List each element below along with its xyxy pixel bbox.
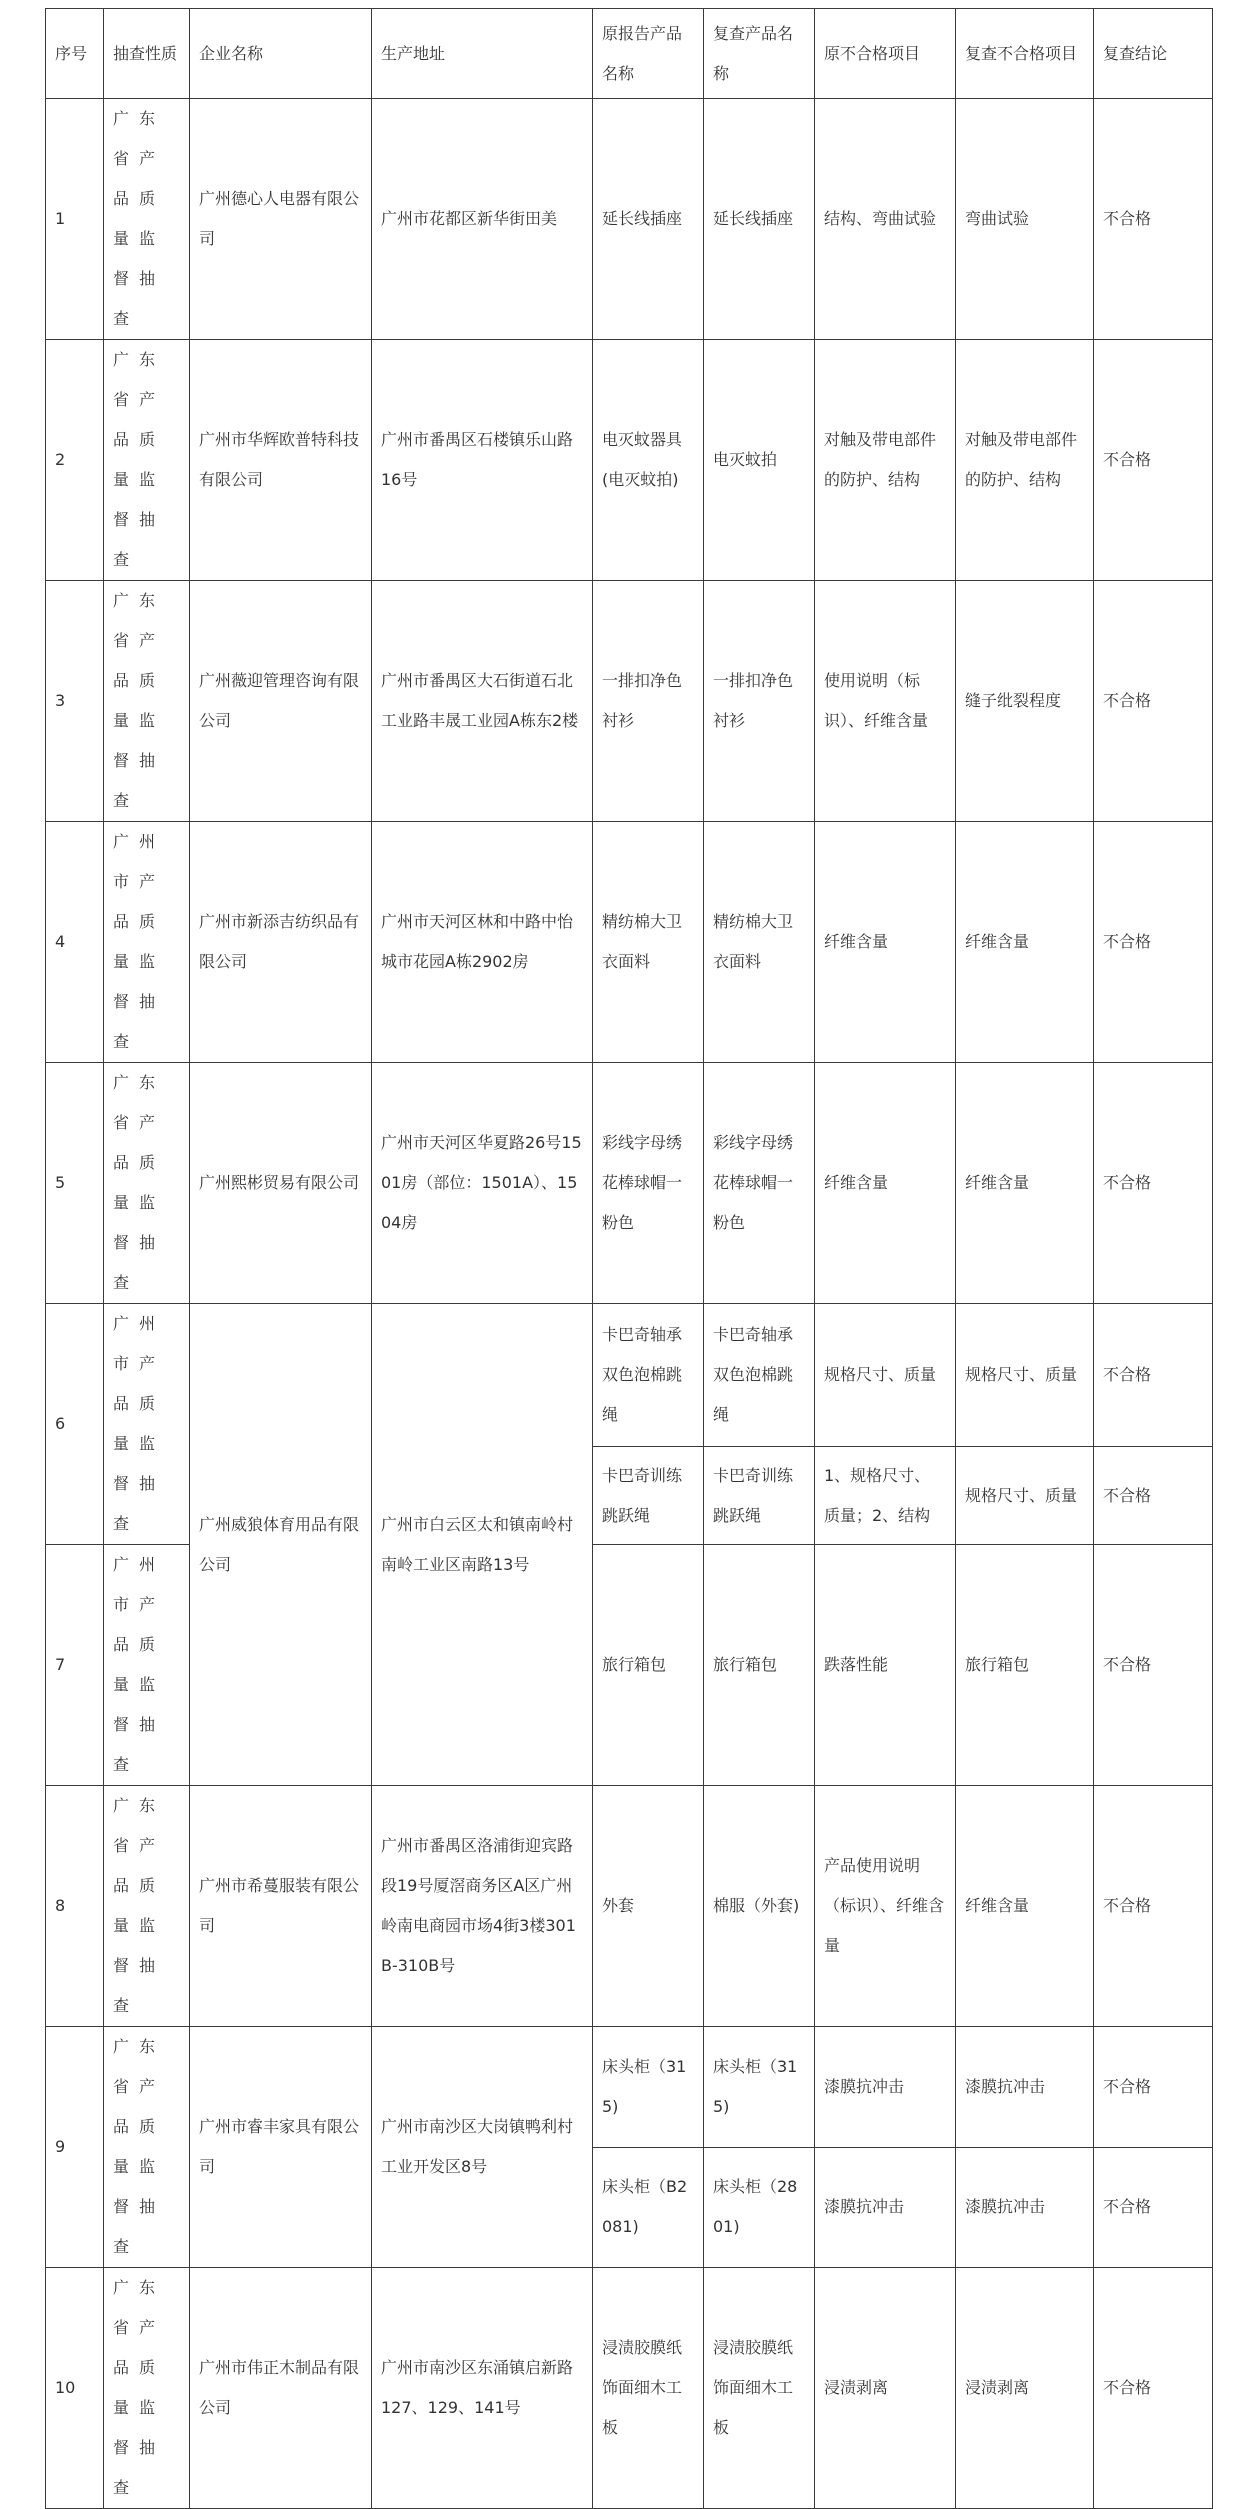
recheck-results-table (45, 8, 1213, 2509)
cell-orig-product: 卡巴奇训练跳跃绳 (593, 1447, 704, 1545)
cell-orig-fail: 漆膜抗冲击 (815, 2147, 956, 2268)
cell-conclusion: 不合格 (1094, 99, 1213, 340)
header-cell-recheck-product: 复查产品名称 (704, 9, 815, 99)
header-cell-nature: 抽查性质 (104, 9, 190, 99)
cell-company: 广州威狼体育用品有限公司 (190, 1304, 372, 1786)
cell-orig-product: 床头柜（B2081) (593, 2147, 704, 2268)
cell-orig-product: 旅行箱包 (593, 1545, 704, 1786)
cell-recheck-product: 卡巴奇训练跳跃绳 (704, 1447, 815, 1545)
cell-conclusion: 不合格 (1094, 1786, 1213, 2027)
cell-orig-fail: 结构、弯曲试验 (815, 99, 956, 340)
cell-conclusion: 不合格 (1094, 1545, 1213, 1786)
cell-company: 广州市华辉欧普特科技有限公司 (190, 340, 372, 581)
cell-orig-product: 电灭蚊器具(电灭蚊拍) (593, 340, 704, 581)
cell-no: 8 (46, 1786, 104, 2027)
cell-company: 广州市新添吉纺织品有限公司 (190, 822, 372, 1063)
cell-recheck-product: 彩线字母绣花棒球帽一粉色 (704, 1063, 815, 1304)
header-cell-address: 生产地址 (372, 9, 593, 99)
table-row (46, 2027, 1213, 2148)
header-cell-no: 序号 (46, 9, 104, 99)
cell-company: 广州德心人电器有限公司 (190, 99, 372, 340)
cell-recheck-product: 棉服（外套) (704, 1786, 815, 2027)
cell-nature: 广东省产品质量监督抽查 (104, 99, 190, 340)
header-cell-conclusion: 复查结论 (1094, 9, 1213, 99)
table-row (46, 340, 1213, 581)
cell-recheck-fail: 弯曲试验 (956, 99, 1094, 340)
cell-address: 广州市番禺区大石街道石北工业路丰晟工业园A栋东2楼 (372, 581, 593, 822)
cell-nature: 广州市产品质量监督抽查 (104, 1304, 190, 1545)
cell-company: 广州市睿丰家具有限公司 (190, 2027, 372, 2268)
cell-address: 广州市南沙区大岗镇鸭利村工业开发区8号 (372, 2027, 593, 2268)
cell-conclusion: 不合格 (1094, 340, 1213, 581)
cell-company: 广州市希蔓服装有限公司 (190, 1786, 372, 2027)
table-row (46, 99, 1213, 340)
cell-recheck-fail: 纤维含量 (956, 1063, 1094, 1304)
table-row (46, 2268, 1213, 2509)
cell-orig-fail: 对触及带电部件的防护、结构 (815, 340, 956, 581)
cell-orig-product: 一排扣净色衬衫 (593, 581, 704, 822)
cell-orig-fail: 纤维含量 (815, 1063, 956, 1304)
cell-nature: 广东省产品质量监督抽查 (104, 1786, 190, 2027)
cell-recheck-product: 延长线插座 (704, 99, 815, 340)
cell-address: 广州市白云区太和镇南岭村南岭工业区南路13号 (372, 1304, 593, 1786)
cell-no: 10 (46, 2268, 104, 2509)
cell-conclusion: 不合格 (1094, 1447, 1213, 1545)
cell-recheck-product: 电灭蚊拍 (704, 340, 815, 581)
table-row (46, 1304, 1213, 1447)
cell-recheck-fail: 缝子纰裂程度 (956, 581, 1094, 822)
cell-address: 广州市番禺区洛浦街迎宾路段19号厦滘商务区A区广州岭南电商园市场4街3楼301B-310B号 (372, 1786, 593, 2027)
cell-recheck-fail: 旅行箱包 (956, 1545, 1094, 1786)
cell-conclusion: 不合格 (1094, 1063, 1213, 1304)
cell-company: 广州熙彬贸易有限公司 (190, 1063, 372, 1304)
cell-orig-product: 床头柜（315) (593, 2027, 704, 2148)
cell-orig-product: 延长线插座 (593, 99, 704, 340)
cell-no: 1 (46, 99, 104, 340)
cell-recheck-fail: 纤维含量 (956, 822, 1094, 1063)
cell-recheck-fail: 规格尺寸、质量 (956, 1447, 1094, 1545)
cell-recheck-fail: 规格尺寸、质量 (956, 1304, 1094, 1447)
cell-recheck-product: 床头柜（315) (704, 2027, 815, 2148)
cell-orig-fail: 纤维含量 (815, 822, 956, 1063)
cell-no: 9 (46, 2027, 104, 2268)
cell-address: 广州市南沙区东涌镇启新路127、129、141号 (372, 2268, 593, 2509)
cell-orig-fail: 使用说明（标识）、纤维含量 (815, 581, 956, 822)
table-row (46, 581, 1213, 822)
cell-company: 广州市伟正木制品有限公司 (190, 2268, 372, 2509)
header-cell-recheck-fail: 复查不合格项目 (956, 9, 1094, 99)
cell-recheck-product: 一排扣净色衬衫 (704, 581, 815, 822)
cell-no: 2 (46, 340, 104, 581)
table-row (46, 822, 1213, 1063)
cell-recheck-fail: 对触及带电部件的防护、结构 (956, 340, 1094, 581)
cell-recheck-product: 床头柜（2801) (704, 2147, 815, 2268)
cell-recheck-fail: 纤维含量 (956, 1786, 1094, 2027)
cell-orig-product: 外套 (593, 1786, 704, 2027)
header-cell-orig-product: 原报告产品名称 (593, 9, 704, 99)
cell-no: 3 (46, 581, 104, 822)
cell-nature: 广东省产品质量监督抽查 (104, 1063, 190, 1304)
cell-recheck-product: 精纺棉大卫衣面料 (704, 822, 815, 1063)
cell-orig-product: 卡巴奇轴承双色泡棉跳绳 (593, 1304, 704, 1447)
cell-nature: 广州市产品质量监督抽查 (104, 822, 190, 1063)
header-cell-company: 企业名称 (190, 9, 372, 99)
cell-address: 广州市花都区新华街田美 (372, 99, 593, 340)
cell-conclusion: 不合格 (1094, 822, 1213, 1063)
cell-conclusion: 不合格 (1094, 2268, 1213, 2509)
cell-address: 广州市天河区华夏路26号1501房（部位：1501A）、1504房 (372, 1063, 593, 1304)
cell-orig-product: 精纺棉大卫衣面料 (593, 822, 704, 1063)
cell-orig-product: 彩线字母绣花棒球帽一粉色 (593, 1063, 704, 1304)
cell-nature: 广东省产品质量监督抽查 (104, 2027, 190, 2268)
cell-address: 广州市天河区林和中路中怡城市花园A栋2902房 (372, 822, 593, 1063)
cell-nature: 广东省产品质量监督抽查 (104, 2268, 190, 2509)
cell-nature: 广州市产品质量监督抽查 (104, 1545, 190, 1786)
cell-recheck-product: 浸渍胶膜纸饰面细木工板 (704, 2268, 815, 2509)
cell-recheck-fail: 漆膜抗冲击 (956, 2147, 1094, 2268)
cell-recheck-product: 卡巴奇轴承双色泡棉跳绳 (704, 1304, 815, 1447)
table-row (46, 1786, 1213, 2027)
cell-no: 7 (46, 1545, 104, 1786)
cell-no: 4 (46, 822, 104, 1063)
cell-orig-fail: 1、规格尺寸、质量；2、结构 (815, 1447, 956, 1545)
cell-orig-fail: 浸渍剥离 (815, 2268, 956, 2509)
cell-company: 广州薇迎管理咨询有限公司 (190, 581, 372, 822)
table-row (46, 1063, 1213, 1304)
cell-no: 5 (46, 1063, 104, 1304)
cell-conclusion: 不合格 (1094, 2147, 1213, 2268)
table-header-row (46, 9, 1213, 99)
cell-conclusion: 不合格 (1094, 1304, 1213, 1447)
cell-address: 广州市番禺区石楼镇乐山路16号 (372, 340, 593, 581)
cell-orig-fail: 规格尺寸、质量 (815, 1304, 956, 1447)
cell-conclusion: 不合格 (1094, 581, 1213, 822)
cell-nature: 广东省产品质量监督抽查 (104, 340, 190, 581)
header-cell-orig-fail: 原不合格项目 (815, 9, 956, 99)
cell-nature: 广东省产品质量监督抽查 (104, 581, 190, 822)
cell-orig-fail: 产品使用说明（标识）、纤维含量 (815, 1786, 956, 2027)
cell-recheck-fail: 浸渍剥离 (956, 2268, 1094, 2509)
cell-orig-fail: 跌落性能 (815, 1545, 956, 1786)
cell-orig-product: 浸渍胶膜纸饰面细木工板 (593, 2268, 704, 2509)
cell-orig-fail: 漆膜抗冲击 (815, 2027, 956, 2148)
cell-recheck-fail: 漆膜抗冲击 (956, 2027, 1094, 2148)
cell-conclusion: 不合格 (1094, 2027, 1213, 2148)
cell-recheck-product: 旅行箱包 (704, 1545, 815, 1786)
cell-no: 6 (46, 1304, 104, 1545)
